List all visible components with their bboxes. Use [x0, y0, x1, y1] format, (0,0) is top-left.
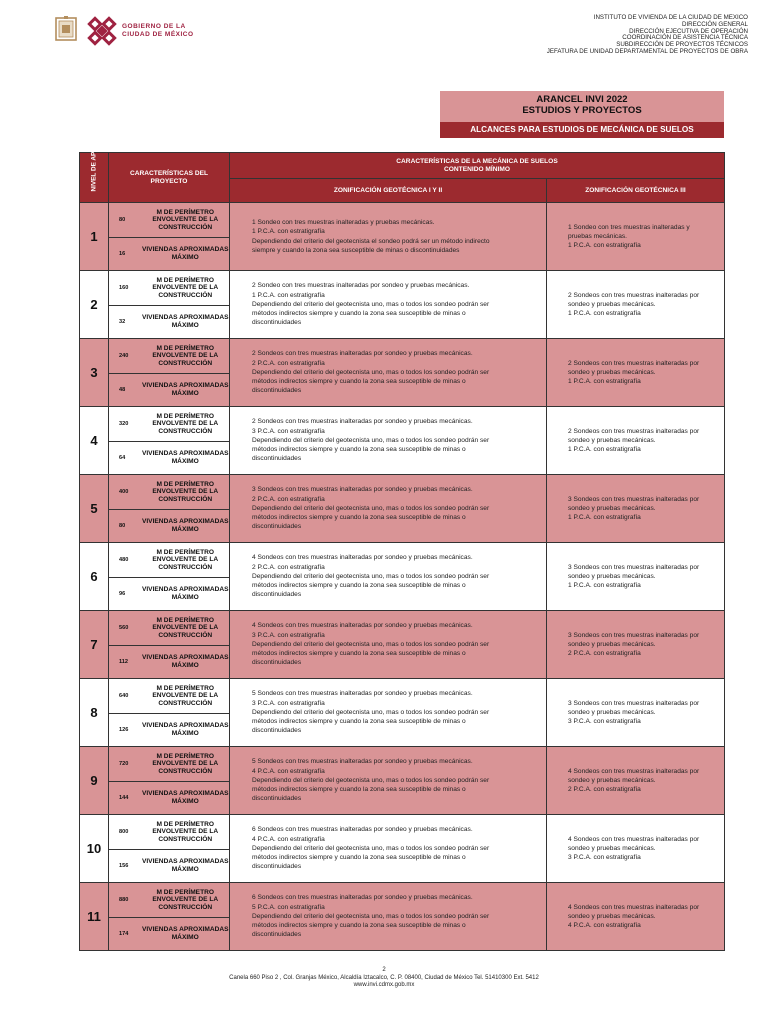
- zona-1-2-description: [230, 407, 547, 475]
- zona-1-2-description: [230, 815, 547, 883]
- header-nivel: NIVEL DE APLICACIÓN: [80, 153, 109, 203]
- perimeter-value: 320: [109, 407, 142, 442]
- description-line: métodos indirectos siempre y cuando la zona sea susceptible de minas o: [252, 378, 466, 386]
- zona-1-2-description: [230, 475, 547, 543]
- perimeter-label: M DE PERÍMETRO ENVOLVENTE DE LA CONSTRUCCIÓN: [142, 815, 230, 850]
- description-line: 2 P.C.A. con estratigrafía: [252, 359, 325, 367]
- description-line: 3 Sondeos con tres muestras inalteradas por: [568, 495, 700, 503]
- zona-3-description: [547, 407, 725, 475]
- zona-1-2-description: [230, 339, 547, 407]
- subtitle-box: ALCANCES PARA ESTUDIOS DE MECÁNICA DE SUELOS: [440, 122, 724, 138]
- table-row: [80, 339, 725, 374]
- institution-line: INSTITUTO DE VIVIENDA DE LA CIUDAD DE MEXICO: [593, 14, 748, 21]
- zona-1-2-description: [230, 611, 547, 679]
- description-line: 3 P.C.A. con estratigrafía: [252, 427, 325, 435]
- description-line: 2 Sondeo con tres muestras inalteradas por sondeo y pruebas mecánicas.: [252, 282, 470, 290]
- description-line: 3 Sondeos con tres muestras inalteradas por: [568, 563, 700, 571]
- zona-3-description: [547, 815, 725, 883]
- description-line: 2 P.C.A. con estratigrafía: [568, 786, 641, 794]
- perimeter-label: M DE PERÍMETRO ENVOLVENTE DE LA CONSTRUCCIÓN: [142, 611, 230, 646]
- description-line: Dependiendo del criterio del geotecnista uno, mas o todos los sondeo podrán ser: [252, 436, 490, 444]
- perimeter-value: 400: [109, 475, 142, 510]
- title-box: [440, 91, 724, 122]
- description-line: Dependiendo del criterio del geotecnista uno, mas o todos los sondeo podrán ser: [252, 844, 490, 852]
- header-zona-3: ZONIFICACIÓN GEOTÉCNICA III: [547, 179, 725, 203]
- description-line: Dependiendo del criterio del geotecnista el sondeo podrá ser un método indirecto: [252, 237, 490, 245]
- perimeter-label: M DE PERÍMETRO ENVOLVENTE DE LA CONSTRUCCIÓN: [142, 747, 230, 782]
- perimeter-label: M DE PERÍMETRO ENVOLVENTE DE LA CONSTRUCCIÓN: [142, 475, 230, 510]
- table-row: [80, 679, 725, 714]
- description-line: métodos indirectos siempre y cuando la zona sea susceptible de minas o: [252, 310, 466, 318]
- description-line: discontinuidades: [252, 863, 302, 871]
- description-line: 1 P.C.A. con estratigrafía: [568, 310, 641, 318]
- description-line: 3 Sondeos con tres muestras inalteradas por: [568, 699, 700, 707]
- viviendas-label: VIVIENDAS APROXIMADAS MÁXIMO: [142, 306, 230, 339]
- description-line: 6 Sondeos con tres muestras inalteradas por sondeo y pruebas mecánicas.: [252, 894, 473, 902]
- zona-3-description: [547, 611, 725, 679]
- description-line: 4 Sondeos con tres muestras inalteradas por: [568, 767, 700, 775]
- perimeter-label: M DE PERÍMETRO ENVOLVENTE DE LA CONSTRUCCIÓN: [142, 883, 230, 918]
- description-line: métodos indirectos siempre y cuando la zona sea susceptible de minas o: [252, 650, 466, 658]
- zona-1-2-description: [230, 883, 547, 951]
- description-line: sondeo y pruebas mecánicas.: [568, 572, 656, 580]
- perimeter-label: M DE PERÍMETRO ENVOLVENTE DE LA CONSTRUCCIÓN: [142, 203, 230, 238]
- description-line: 1 P.C.A. con estratigrafía: [252, 228, 325, 236]
- zona-3-description: [547, 271, 725, 339]
- description-line: 1 P.C.A. con estratigrafía: [568, 514, 641, 522]
- perimeter-label: M DE PERÍMETRO ENVOLVENTE DE LA CONSTRUCCIÓN: [142, 271, 230, 306]
- description-line: sondeo y pruebas mecánicas.: [568, 912, 656, 920]
- description-line: sondeo y pruebas mecánicas.: [568, 504, 656, 512]
- description-line: 4 Sondeos con tres muestras inalteradas por: [568, 835, 700, 843]
- level-number: 4: [80, 407, 109, 475]
- perimeter-value: 880: [109, 883, 142, 918]
- level-number: 3: [80, 339, 109, 407]
- description-line: métodos indirectos siempre y cuando la zona sea susceptible de minas o: [252, 786, 466, 794]
- description-line: discontinuidades: [252, 659, 302, 667]
- table-row: [80, 203, 725, 238]
- zona-3-description: [547, 475, 725, 543]
- description-line: sondeo y pruebas mecánicas.: [568, 436, 656, 444]
- description-line: discontinuidades: [252, 455, 302, 463]
- description-line: sondeo y pruebas mecánicas.: [568, 776, 656, 784]
- level-number: 2: [80, 271, 109, 339]
- perimeter-value: 480: [109, 543, 142, 578]
- zona-3-description: [547, 679, 725, 747]
- level-number: 10: [80, 815, 109, 883]
- description-line: Dependiendo del criterio del geotecnista uno, mas o todos los sondeo podrán ser: [252, 640, 490, 648]
- description-line: 3 Sondeos con tres muestras inalteradas por: [568, 631, 700, 639]
- description-line: 1 P.C.A. con estratigrafía: [568, 242, 641, 250]
- description-line: métodos indirectos siempre y cuando la zona sea susceptible de minas o: [252, 922, 466, 930]
- zona-3-description: [547, 883, 725, 951]
- description-line: sondeo y pruebas mecánicas.: [568, 708, 656, 716]
- description-line: discontinuidades: [252, 387, 302, 395]
- description-line: 2 P.C.A. con estratigrafía: [252, 495, 325, 503]
- perimeter-value: 240: [109, 339, 142, 374]
- zona-3-description: [547, 747, 725, 815]
- description-line: 1 Sondeo con tres muestras inalteradas y pruebas mecánicas.: [252, 219, 435, 227]
- description-line: discontinuidades: [252, 523, 302, 531]
- viviendas-label: VIVIENDAS APROXIMADAS MÁXIMO: [142, 646, 230, 679]
- description-line: Dependiendo del criterio del geotecnista uno, mas o todos los sondeo podrán ser: [252, 368, 490, 376]
- viviendas-value: 64: [109, 442, 142, 475]
- logo-area: [54, 16, 214, 48]
- description-line: métodos indirectos siempre y cuando la zona sea susceptible de minas o: [252, 718, 466, 726]
- page-number: 2: [382, 967, 386, 973]
- institution-line: SUBDIRECCIÓN DE PROYECTOS TÉCNICOS: [616, 41, 748, 49]
- viviendas-label: VIVIENDAS APROXIMADAS MÁXIMO: [142, 782, 230, 815]
- level-number: 7: [80, 611, 109, 679]
- perimeter-value: 560: [109, 611, 142, 646]
- description-line: 2 Sondeos con tres muestras inalteradas por: [568, 291, 700, 299]
- zona-3-description: [547, 543, 725, 611]
- viviendas-value: 48: [109, 374, 142, 407]
- cdmx-logo-icon: [87, 16, 117, 46]
- footer-website: www.invi.cdmx.gob.mx: [353, 982, 415, 989]
- description-line: 5 Sondeos con tres muestras inalteradas por sondeo y pruebas mecánicas.: [252, 758, 473, 766]
- viviendas-label: VIVIENDAS APROXIMADAS MÁXIMO: [142, 374, 230, 407]
- viviendas-value: 112: [109, 646, 142, 679]
- description-line: 3 P.C.A. con estratigrafía: [252, 631, 325, 639]
- viviendas-value: 156: [109, 850, 142, 883]
- zona-3-description: [547, 339, 725, 407]
- description-line: siempre y cuando la zona sea susceptible de minas o discontinuidades: [252, 246, 460, 254]
- table-row: [80, 815, 725, 850]
- description-line: 4 P.C.A. con estratigrafía: [252, 835, 325, 843]
- viviendas-value: 80: [109, 510, 142, 543]
- description-line: 3 P.C.A. con estratigrafía: [252, 699, 325, 707]
- perimeter-label: M DE PERÍMETRO ENVOLVENTE DE LA CONSTRUCCIÓN: [142, 543, 230, 578]
- description-line: 1 P.C.A. con estratigrafía: [568, 378, 641, 386]
- description-line: 4 P.C.A. con estratigrafía: [568, 922, 641, 930]
- table-row: [80, 747, 725, 782]
- description-line: sondeo y pruebas mecánicas.: [568, 844, 656, 852]
- viviendas-label: VIVIENDAS APROXIMADAS MÁXIMO: [142, 442, 230, 475]
- zona-1-2-description: [230, 543, 547, 611]
- institution-header: [547, 15, 748, 56]
- description-line: métodos indirectos siempre y cuando la zona sea susceptible de minas o: [252, 582, 466, 590]
- viviendas-value: 174: [109, 918, 142, 951]
- perimeter-value: 720: [109, 747, 142, 782]
- description-line: 1 Sondeo con tres muestras inalteradas y: [568, 223, 690, 231]
- zona-1-2-description: [230, 203, 547, 271]
- description-line: discontinuidades: [252, 795, 302, 803]
- level-number: 8: [80, 679, 109, 747]
- table-row: [80, 407, 725, 442]
- government-label: [122, 23, 194, 39]
- description-line: 4 P.C.A. con estratigrafía: [252, 767, 325, 775]
- table-row: [80, 271, 725, 306]
- description-line: Dependiendo del criterio del geotecnista uno, mas o todos los sondeo podrán ser: [252, 776, 490, 784]
- header-caracteristicas: CARACTERÍSTICAS DEL PROYECTO: [109, 153, 230, 203]
- institution-line: DIRECCIÓN GENERAL: [681, 20, 748, 28]
- description-line: métodos indirectos siempre y cuando la zona sea susceptible de minas o: [252, 446, 466, 454]
- description-line: 6 Sondeos con tres muestras inalteradas por sondeo y pruebas mecánicas.: [252, 826, 473, 834]
- viviendas-label: VIVIENDAS APROXIMADAS MÁXIMO: [142, 714, 230, 747]
- level-number: 1: [80, 203, 109, 271]
- zona-3-description: [547, 203, 725, 271]
- footer: [0, 967, 768, 990]
- viviendas-label: VIVIENDAS APROXIMADAS MÁXIMO: [142, 918, 230, 951]
- description-line: métodos indirectos siempre y cuando la zona sea susceptible de minas o: [252, 854, 466, 862]
- level-number: 5: [80, 475, 109, 543]
- description-line: 1 P.C.A. con estratigrafía: [252, 291, 325, 299]
- description-line: sondeo y pruebas mecánicas.: [568, 368, 656, 376]
- description-line: Dependiendo del criterio del geotecnista uno, mas o todos los sondeo podrán ser: [252, 572, 490, 580]
- level-number: 11: [80, 883, 109, 951]
- institution-line: COORDINACIÓN DE ASISTENCIA TÉCNICA: [622, 34, 748, 42]
- description-line: métodos indirectos siempre y cuando la zona sea susceptible de minas o: [252, 514, 466, 522]
- institution-line: JEFATURA DE UNIDAD DEPARTAMENTAL DE PROYECTOS DE OBRA: [546, 47, 748, 55]
- description-line: 2 P.C.A. con estratigrafía: [568, 650, 641, 658]
- description-line: 2 Sondeos con tres muestras inalteradas por: [568, 359, 700, 367]
- zona-1-2-description: [230, 679, 547, 747]
- title-line-2: ESTUDIOS Y PROYECTOS: [522, 104, 642, 116]
- table-row: [80, 543, 725, 578]
- table-row: [80, 611, 725, 646]
- description-line: 5 Sondeos con tres muestras inalteradas por sondeo y pruebas mecánicas.: [252, 690, 473, 698]
- footer-address: Canela 660 Piso 2 , Col. Granjas México, Alcaldía Iztacalco, C. P. 08400, Ciudad de México Tel. 51410300 Ext. 5412: [229, 974, 539, 981]
- description-line: 4 Sondeos con tres muestras inalteradas por sondeo y pruebas mecánicas.: [252, 554, 473, 562]
- description-line: discontinuidades: [252, 319, 302, 327]
- header-mecanica: CARACTERÍSTICAS DE LA MECÁNICA DE SUELOS CONTENIDO MÍNIMO: [230, 153, 725, 179]
- description-line: 3 P.C.A. con estratigrafía: [568, 718, 641, 726]
- description-line: discontinuidades: [252, 727, 302, 735]
- institution-line: DIRECCIÓN EJECUTIVA DE OPERACIÓN: [629, 27, 748, 35]
- description-line: sondeo y pruebas mecánicas.: [568, 640, 656, 648]
- description-line: 5 P.C.A. con estratigrafía: [252, 903, 325, 911]
- description-line: Dependiendo del criterio del geotecnista uno, mas o todos los sondeo podrán ser: [252, 504, 490, 512]
- table-row: [80, 475, 725, 510]
- description-line: Dependiendo del criterio del geotecnista uno, mas o todos los sondeo podrán ser: [252, 912, 490, 920]
- level-number: 6: [80, 543, 109, 611]
- perimeter-value: 160: [109, 271, 142, 306]
- perimeter-value: 640: [109, 679, 142, 714]
- description-line: 3 P.C.A. con estratigrafía: [568, 854, 641, 862]
- title-line-1: ARANCEL INVI 2022: [536, 94, 628, 105]
- zona-1-2-description: [230, 747, 547, 815]
- viviendas-value: 126: [109, 714, 142, 747]
- description-line: 1 P.C.A. con estratigrafía: [568, 446, 641, 454]
- coat-of-arms-icon: [54, 16, 78, 44]
- viviendas-label: VIVIENDAS APROXIMADAS MÁXIMO: [142, 510, 230, 543]
- description-line: 3 Sondeos con tres muestras inalteradas por sondeo y pruebas mecánicas.: [252, 486, 473, 494]
- description-line: discontinuidades: [252, 591, 302, 599]
- description-line: 4 Sondeos con tres muestras inalteradas por: [568, 903, 700, 911]
- header-zona-1-2: ZONIFICACIÓN GEOTÉCNICA I Y II: [230, 179, 547, 203]
- viviendas-label: VIVIENDAS APROXIMADAS MÁXIMO: [142, 850, 230, 883]
- perimeter-value: 80: [109, 203, 142, 238]
- description-line: discontinuidades: [252, 931, 302, 939]
- description-line: 4 Sondeos con tres muestras inalteradas por sondeo y pruebas mecánicas.: [252, 622, 473, 630]
- perimeter-label: M DE PERÍMETRO ENVOLVENTE DE LA CONSTRUCCIÓN: [142, 339, 230, 374]
- perimeter-label: M DE PERÍMETRO ENVOLVENTE DE LA CONSTRUCCIÓN: [142, 679, 230, 714]
- zona-1-2-description: [230, 271, 547, 339]
- description-line: pruebas mecánicas.: [568, 232, 628, 240]
- gov-line-1: GOBIERNO DE LA: [122, 23, 186, 30]
- viviendas-value: 16: [109, 238, 142, 271]
- perimeter-label: M DE PERÍMETRO ENVOLVENTE DE LA CONSTRUCCIÓN: [142, 407, 230, 442]
- viviendas-value: 96: [109, 578, 142, 611]
- viviendas-label: VIVIENDAS APROXIMADAS MÁXIMO: [142, 578, 230, 611]
- description-line: 2 Sondeos con tres muestras inalteradas por sondeo y pruebas mecánicas.: [252, 418, 473, 426]
- viviendas-label: VIVIENDAS APROXIMADAS MÁXIMO: [142, 238, 230, 271]
- description-line: Dependiendo del criterio del geotecnista uno, mas o todos los sondeo podrán ser: [252, 708, 490, 716]
- perimeter-value: 800: [109, 815, 142, 850]
- description-line: 2 Sondeos con tres muestras inalteradas por: [568, 427, 700, 435]
- description-line: 1 P.C.A. con estratigrafía: [568, 582, 641, 590]
- viviendas-value: 32: [109, 306, 142, 339]
- viviendas-value: 144: [109, 782, 142, 815]
- gov-line-2: CIUDAD DE MÉXICO: [122, 31, 194, 38]
- description-line: sondeo y pruebas mecánicas.: [568, 300, 656, 308]
- table-row: [80, 883, 725, 918]
- description-line: 2 P.C.A. con estratigrafía: [252, 563, 325, 571]
- description-line: 2 Sondeos con tres muestras inalteradas por sondeo y pruebas mecánicas.: [252, 350, 473, 358]
- description-line: Dependiendo del criterio del geotecnista uno, mas o todos los sondeo podrán ser: [252, 300, 490, 308]
- level-number: 9: [80, 747, 109, 815]
